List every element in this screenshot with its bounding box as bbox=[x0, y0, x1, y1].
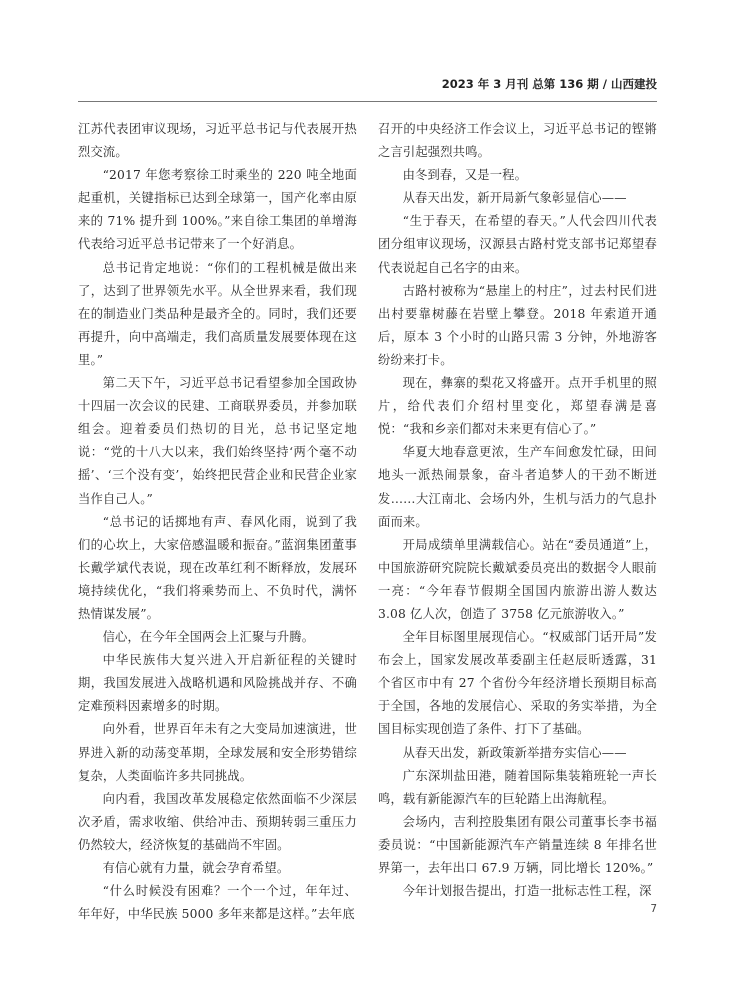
paragraph: “总书记的话掷地有声、春风化雨，说到了我们的心坎上，大家倍感温暖和振奋。”蓝润集团董事长戴学斌代表说，现在改革红利不断释放，发展环境持续优化，“我们将乘势而上、不负时代，满怀热情谋发展”。 bbox=[78, 514, 357, 621]
paragraph: 向内看，我国改革发展稳定依然面临不少深层次矛盾，需求收缩、供给冲击、预期转弱三重压力仍然较大，经济恢复的基础尚不牢固。 bbox=[78, 791, 357, 852]
paragraph: “什么时候没有困难？一个一个过，年年过、年年好，中华民族 5000 多年来都是这样。”去年底 bbox=[78, 884, 357, 922]
article-column-right bbox=[378, 118, 657, 903]
paragraph: 现在，彝寨的梨花又将盛开。点开手机里的照片，给代表们介绍村里变化，郑望春满是喜悦：“我和乡亲们都对未来更有信心了。” bbox=[378, 376, 657, 437]
header-divider bbox=[78, 101, 657, 102]
paragraph: 向外看，世界百年未有之大变局加速演进，世界进入新的动荡变革期，全球发展和安全形势错综复杂，人类面临许多共同挑战。 bbox=[78, 722, 357, 783]
page-number: 7 bbox=[650, 903, 657, 915]
paragraph: 第二天下午，习近平总书记看望参加全国政协十四届一次会议的民建、工商联界委员，并参加联组会。迎着委员们热切的目光，总书记坚定地说：“党的十八大以来，我们始终坚持‘两个毫不动摇’、‘三个没有变’，始终把民营企业和民营企业家当作自己人。” bbox=[78, 376, 357, 506]
paragraph: 开局成绩单里满载信心。站在“委员通道”上，中国旅游研究院院长戴斌委员亮出的数据令人眼前一亮：“今年春节假期全国国内旅游出游人数达 3.08 亿人次，创造了 3758 亿元旅游收入。” bbox=[378, 537, 657, 621]
paragraph: 信心，在今年全国两会上汇聚与升腾。 bbox=[102, 630, 315, 645]
paragraph: 从春天出发，新政策新举措夯实信心—— bbox=[402, 745, 627, 760]
paragraph: 华夏大地春意更浓，生产车间愈发忙碌，田间地头一派热闹景象，奋斗者追梦人的干劲不断迸发……大江南北、会场内外，生机与活力的气息扑面而来。 bbox=[378, 445, 657, 529]
paragraph: 总书记肯定地说：“你们的工程机械是做出来了，达到了世界领先水平。从全世界来看，我们现在的制造业门类品种是最齐全的。同时，我们还要再提升，向中高端走，我们高质量发展要体现在这里。” bbox=[78, 260, 357, 367]
article-column-left bbox=[78, 118, 357, 926]
paragraph: 广东深圳盐田港，随着国际集装箱班轮一声长鸣，载有新能源汽车的巨轮踏上出海航程。 bbox=[378, 768, 657, 806]
paragraph: 中华民族伟大复兴进入开启新征程的关键时期，我国发展进入战略机遇和风险挑战并存、不确定难预料因素增多的时期。 bbox=[78, 653, 357, 714]
paragraph: 由冬到春，又是一程。 bbox=[402, 168, 528, 183]
paragraph: 古路村被称为“悬崖上的村庄”，过去村民们进出村要靠树藤在岩壁上攀登。2018 年索道开通后，原本 3 个小时的山路只需 3 分钟，外地游客纷纷来打卡。 bbox=[378, 283, 657, 367]
paragraph: 今年计划报告提出，打造一批标志性工程，深 bbox=[402, 884, 652, 899]
paragraph: 有信心就有力量，就会孕育希望。 bbox=[102, 861, 290, 875]
paragraph: “2017 年您考察徐工时乘坐的 220 吨全地面起重机，关键指标已达到全球第一，国产化率由原来的 71% 提升到 100%。”来自徐工集团的单增海代表给习近平总书记带来了一个好消息。 bbox=[78, 168, 357, 252]
paragraph: 全年目标图里展现信心。“权威部门话开局”发布会上，国家发展改革委副主任赵辰昕透露，31 个省区市中有 27 个省份今年经济增长预期目标高于全国，各地的发展信心、采取的务实举措，为全国目标实现创造了条件、打下了基础。 bbox=[378, 630, 657, 737]
paragraph: “生于春天，在希望的春天。”人代会四川代表团分组审议现场，汉源县古路村党支部书记郑望春代表说起自己名字的由来。 bbox=[378, 214, 657, 275]
paragraph: 会场内，吉利控股集团有限公司董事长李书福委员说：“中国新能源汽车产销量连续 8 年排名世界第一，去年出口 67.9 万辆，同比增长 120%。” bbox=[378, 814, 657, 875]
paragraph-continued: 江苏代表团审议现场，习近平总书记与代表展开热烈交流。 bbox=[78, 122, 357, 160]
paragraph-continued: 召开的中央经济工作会议上，习近平总书记的铿锵之言引起强烈共鸣。 bbox=[378, 122, 657, 160]
running-header: 2023 年 3 月刊 总第 136 期 / 山西建投 bbox=[441, 77, 657, 91]
paragraph: 从春天出发，新开局新气象彰显信心—— bbox=[402, 191, 627, 206]
